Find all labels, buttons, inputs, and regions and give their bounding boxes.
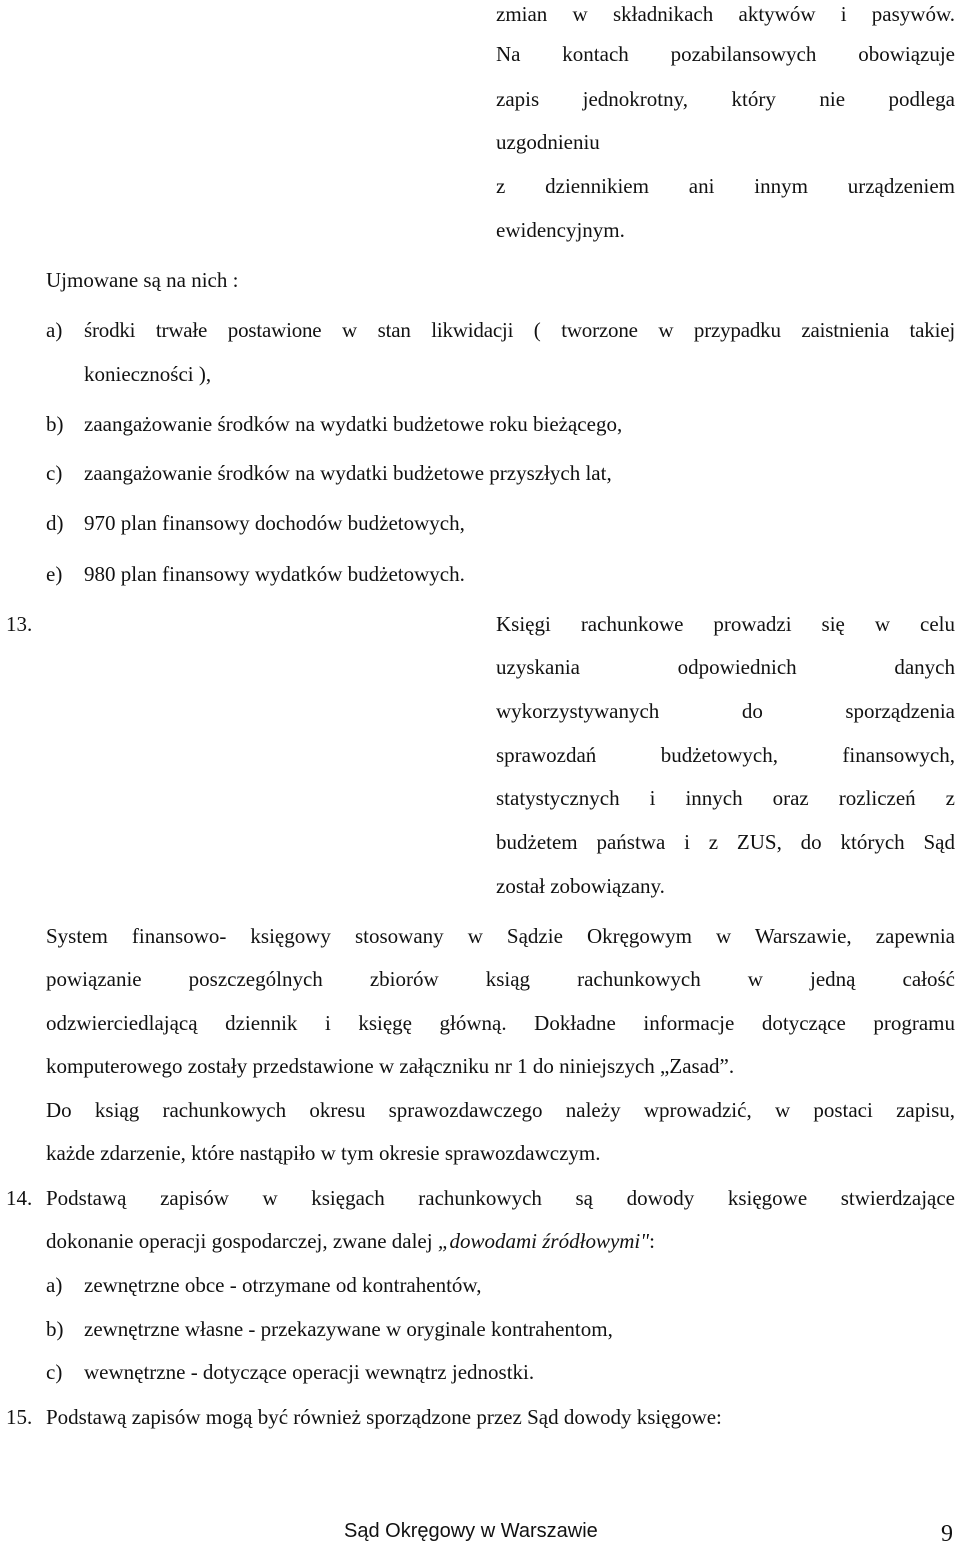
text-span: : bbox=[649, 1229, 655, 1253]
section-number: 14. bbox=[6, 1186, 33, 1210]
list-label: c) bbox=[46, 461, 63, 485]
text-line: Księgi rachunkowe prowadzi się w celu bbox=[496, 612, 955, 636]
paragraph-line: Podstawą zapisów mogą być również sporządzone przez Sąd dowody księgowe: bbox=[46, 1405, 722, 1429]
text-line: zmian w składnikach aktywów i pasywów. bbox=[496, 2, 955, 26]
paragraph-line: powiązanie poszczególnych zbiorów ksiąg rachunkowych w jedną całość bbox=[46, 967, 955, 991]
italic-term: „dowodami źródłowymi" bbox=[437, 1229, 650, 1253]
list-item-text: zewnętrzne obce - otrzymane od kontrahentów, bbox=[84, 1273, 482, 1297]
paragraph-line: Do ksiąg rachunkowych okresu sprawozdawczego należy wprowadzić, w postaci zapisu, bbox=[46, 1098, 955, 1122]
list-item-text: 970 plan finansowy dochodów budżetowych, bbox=[84, 511, 465, 535]
list-label: b) bbox=[46, 412, 64, 436]
list-item-text: zaangażowanie środków na wydatki budżetowe przyszłych lat, bbox=[84, 461, 612, 485]
list-label: a) bbox=[46, 318, 63, 342]
text-line: statystycznych i innych oraz rozliczeń z bbox=[496, 786, 955, 810]
text-line: budżetem państwa i z ZUS, do których Sąd bbox=[496, 830, 955, 854]
text-line: uzyskania odpowiednich danych bbox=[496, 655, 955, 679]
list-item-text: zaangażowanie środków na wydatki budżetowe roku bieżącego, bbox=[84, 412, 623, 436]
section-number: 13. bbox=[6, 612, 33, 636]
list-label: b) bbox=[46, 1317, 64, 1341]
list-item-text: środki trwałe postawione w stan likwidacji ( tworzone w przypadku zaistnienia takiej bbox=[84, 318, 955, 342]
list-item-text: konieczności ), bbox=[84, 362, 212, 386]
paragraph-line: System finansowo- księgowy stosowany w Sądzie Okręgowym w Warszawie, zapewnia bbox=[46, 924, 955, 948]
list-item-text: wewnętrzne - dotyczące operacji wewnątrz jednostki. bbox=[84, 1360, 535, 1384]
text-line: Na kontach pozabilansowych obowiązuje bbox=[496, 42, 955, 66]
text-line: wykorzystywanych do sporządzenia bbox=[496, 699, 955, 723]
text-line: uzgodnieniu bbox=[496, 130, 600, 154]
text-line: zapis jednokrotny, który nie podlega bbox=[496, 87, 955, 111]
list-intro: Ujmowane są na nich : bbox=[46, 268, 239, 292]
paragraph-line: każde zdarzenie, które nastąpiło w tym okresie sprawozdawczym. bbox=[46, 1141, 601, 1165]
paragraph-line: Podstawą zapisów w księgach rachunkowych są dowody księgowe stwierdzające bbox=[46, 1186, 955, 1210]
list-label: c) bbox=[46, 1360, 63, 1384]
text-span: dokonanie operacji gospodarczej, zwane dalej bbox=[46, 1229, 438, 1253]
paragraph-line: odzwierciedlającą dziennik i księgę główną. Dokładne informacje dotyczące programu bbox=[46, 1011, 955, 1035]
list-item-text: 980 plan finansowy wydatków budżetowych. bbox=[84, 562, 465, 586]
footer-court-name: Sąd Okręgowy w Warszawie bbox=[344, 1520, 598, 1542]
text-line: ewidencyjnym. bbox=[496, 218, 625, 242]
text-line: został zobowiązany. bbox=[496, 874, 665, 898]
list-label: e) bbox=[46, 562, 63, 586]
section-number: 15. bbox=[6, 1405, 33, 1429]
list-label: a) bbox=[46, 1273, 63, 1297]
paragraph-line bbox=[46, 1227, 655, 1255]
list-item-text: zewnętrzne własne - przekazywane w oryginale kontrahentom, bbox=[84, 1317, 613, 1341]
text-line: z dziennikiem ani innym urządzeniem bbox=[496, 174, 955, 198]
paragraph-line: komputerowego zostały przedstawione w załączniku nr 1 do niniejszych „Zasad”. bbox=[46, 1054, 735, 1078]
list-label: d) bbox=[46, 511, 64, 535]
text-line: sprawozdań budżetowych, finansowych, bbox=[496, 743, 955, 767]
page-number: 9 bbox=[941, 1521, 953, 1547]
